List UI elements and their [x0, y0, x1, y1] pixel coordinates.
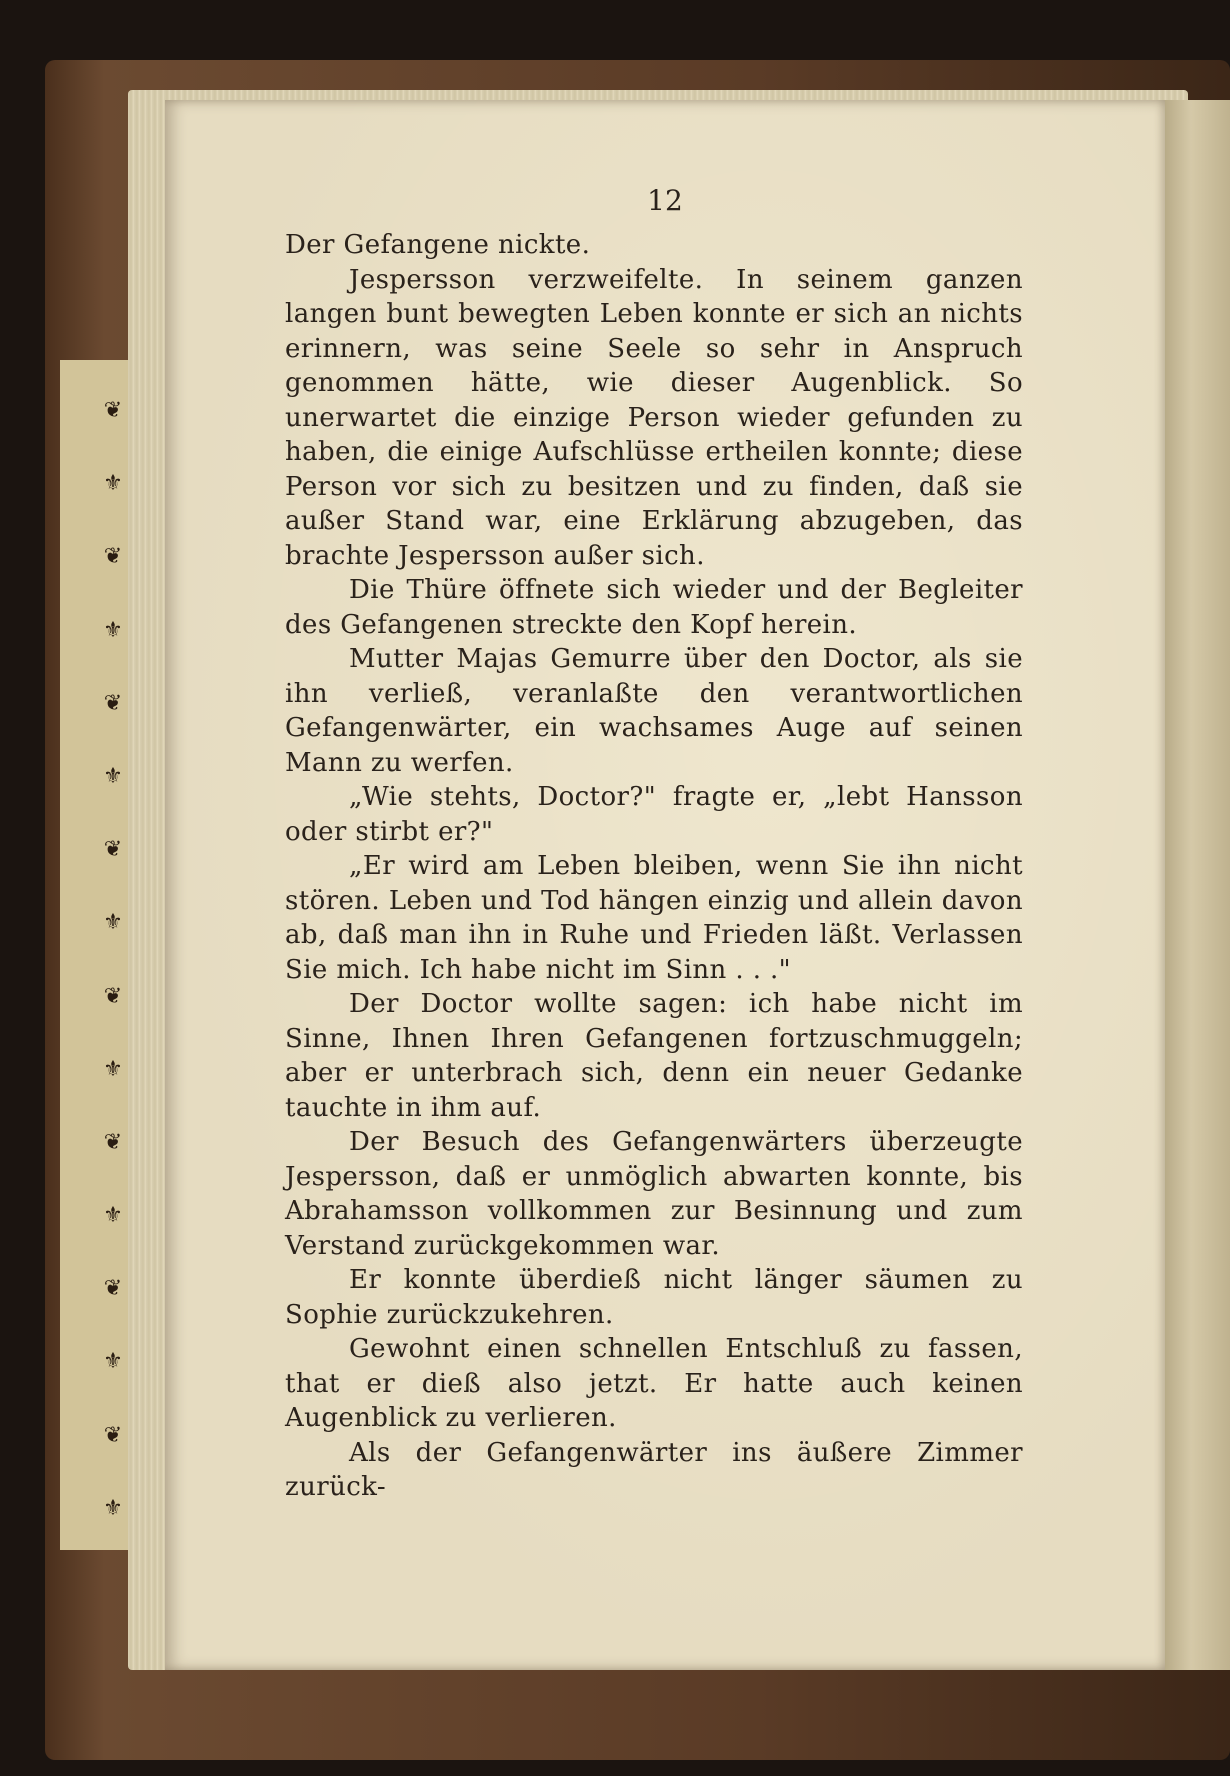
paragraph: Als der Gefangenwärter ins äußere Zimmer zurück- [285, 1437, 1023, 1502]
page-number: 12 [647, 184, 683, 217]
book-page [165, 100, 1165, 1670]
paragraph: Mutter Majas Gemurre über den Doctor, als sie ihn verließ, veranlaßte den verantwortlichen Gefangenwärter, ein wachsames Auge auf seinen Mann zu werfen. [285, 644, 1023, 778]
paragraph: Die Thüre öffnete sich wieder und der Begleiter des Gefangenen streckte den Kopf herein. [285, 575, 1023, 640]
page-text [285, 228, 1023, 1505]
next-page-edge [1165, 100, 1230, 1670]
paragraph: Der Gefangene nickte. [285, 230, 591, 260]
paragraph: „Er wird am Leben bleiben, wenn Sie ihn nicht stören. Leben und Tod hängen einzig und allein davon ab, daß man ihn in Ruhe und Frieden läßt. Verlassen Sie mich. Ich habe nicht im Sinn . . ." [285, 851, 1023, 985]
ornament-border: ❦ ⚜ ❦ ⚜ ❦ ⚜ ❦ ⚜ ❦ ⚜ ❦ ⚜ ❦ ⚜ ❦ ⚜ [103, 398, 123, 1521]
paragraph: Der Doctor wollte sagen: ich habe nicht im Sinne, Ihnen Ihren Gefangenen fortzuschmuggeln; aber er unterbrach sich, denn ein neuer Gedanke tauchte in ihm auf. [285, 989, 1023, 1123]
paragraph: Der Besuch des Gefangenwärters überzeugte Jespersson, daß er unmöglich abwarten konnte, bis Abrahamsson vollkommen zur Besinnung und zum Verstand zurückgekommen war. [285, 1127, 1023, 1261]
paragraph: „Wie stehts, Doctor?" fragte er, „lebt Hansson oder stirbt er?" [285, 782, 1023, 847]
paragraph: Er konnte überdieß nicht länger säumen zu Sophie zurückzukehren. [285, 1265, 1023, 1330]
paragraph: Gewohnt einen schnellen Entschluß zu fassen, that er dieß also jetzt. Er hatte auch keinen Augenblick zu verlieren. [285, 1334, 1023, 1433]
paragraph: Jespersson verzweifelte. In seinem ganzen langen bunt bewegten Leben konnte er sich an nichts erinnern, was seine Seele so sehr in Anspruch genommen hätte, wie dieser Augenblick. So unerwartet die einzige Person wieder gefunden zu haben, die einige Aufschlüsse ertheilen konnte; diese Person vor sich zu besitzen und zu finden, daß sie außer Stand war, eine Erklärung abzugeben, das brachte Jespersson außer sich. [285, 264, 1023, 571]
